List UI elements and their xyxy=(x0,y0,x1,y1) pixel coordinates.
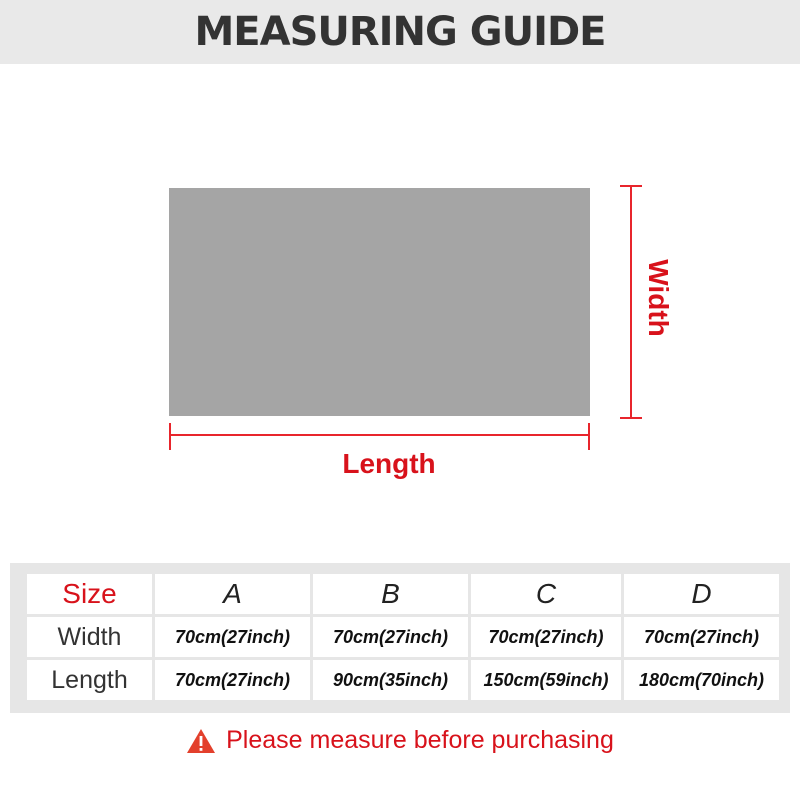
length-arrow-start-tick xyxy=(169,423,171,450)
table-cell: 70cm(27inch) xyxy=(471,617,621,657)
length-label: Length xyxy=(342,448,436,479)
warning-icon xyxy=(186,728,216,754)
length-arrow-end-tick xyxy=(588,423,590,450)
table-header-row xyxy=(27,574,779,614)
size-table-container xyxy=(10,563,790,713)
notice-text: Please measure before purchasing xyxy=(226,726,614,754)
length-arrow-line xyxy=(169,434,590,436)
table-row xyxy=(27,617,779,657)
header-bar xyxy=(0,0,800,64)
table-cell: 70cm(27inch) xyxy=(624,617,779,657)
size-b-header: B xyxy=(313,574,468,614)
width-arrow-line xyxy=(630,185,632,419)
width-arrow-top-tick xyxy=(620,185,642,187)
length-row-label: Length xyxy=(27,660,152,700)
table-cell: 70cm(27inch) xyxy=(313,617,468,657)
table-cell: 90cm(35inch) xyxy=(313,660,468,700)
table-cell: 70cm(27inch) xyxy=(155,660,310,700)
size-a-header: A xyxy=(155,574,310,614)
table-cell: 150cm(59inch) xyxy=(471,660,621,700)
table-row xyxy=(27,660,779,700)
table-cell: 70cm(27inch) xyxy=(155,617,310,657)
page-title: MEASURING GUIDE xyxy=(194,9,606,55)
width-arrow-bottom-tick xyxy=(620,417,642,419)
purchase-notice xyxy=(0,726,800,755)
table-cell: 180cm(70inch) xyxy=(624,660,779,700)
size-table xyxy=(24,571,782,703)
size-d-header: D xyxy=(624,574,779,614)
size-column-header: Size xyxy=(27,574,152,614)
width-label: Width xyxy=(643,259,674,337)
size-c-header: C xyxy=(471,574,621,614)
fabric-rectangle xyxy=(169,188,590,416)
width-row-label: Width xyxy=(27,617,152,657)
